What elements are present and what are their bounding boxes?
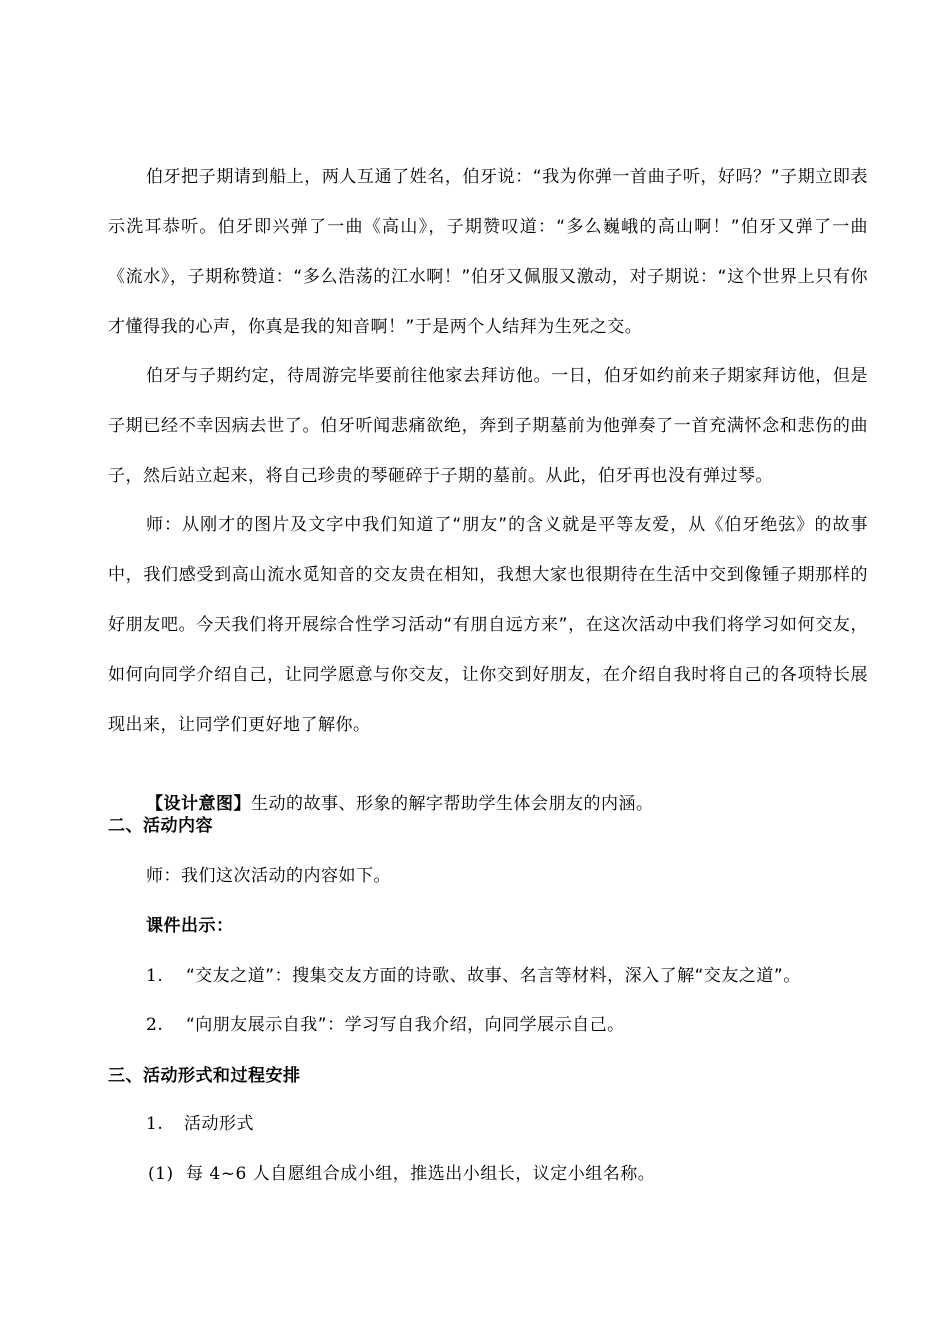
content-item-1 xyxy=(146,964,801,988)
item-text-start: 每 xyxy=(186,1164,210,1184)
content-item-text: “交友之道”：搜集交友方面的诗歌、故事、名言等材料，深入了解“交友之道”。 xyxy=(186,966,801,986)
courseware-label: 课件出示： xyxy=(146,916,234,936)
content-item-2 xyxy=(146,1013,625,1037)
item-number: (1) xyxy=(148,1164,174,1184)
section-two-heading: 二、活动内容 xyxy=(108,816,213,836)
content-item-number: 1. xyxy=(146,966,164,986)
content-item-number: 2. xyxy=(146,1015,164,1035)
item-text-end: 人自愿组合成小组，推选出小组长，议定小组名称。 xyxy=(246,1164,656,1184)
paragraph-story-ending: 伯牙与子期约定，待周游完毕要前往他家去拜访他。一日，伯牙如约前来子期家拜访他，但是子期已经不幸因病去世了。伯牙听闻悲痛欲绝，奔到子期墓前为他弹奏了一首充满怀念和悲伤的曲子，然后站立起来，将自己珍贵的琴砸碎于子期的墓前。从此，伯牙再也没有弹过琴。 xyxy=(108,366,868,486)
design-intent-line xyxy=(146,792,654,816)
activity-form-subheading xyxy=(146,1112,254,1136)
activity-form-item-1 xyxy=(148,1162,655,1186)
group-size-range: 4~6 xyxy=(209,1164,247,1184)
paragraph-teacher-intro: 师：从刚才的图片及文字中我们知道了“朋友”的含义就是平等友爱，从《伯牙绝弦》的故事中，我们感受到高山流水觅知音的交友贵在相知，我想大家也很期待在生活中交到像锺子期那样的好朋友吧。今天我们将开展综合性学习活动“有朋自远方来”，在这次活动中我们将学习如何交友，如何向同学介绍自己，让同学愿意与你交友，让你交到好朋友，在介绍自我时将自己的各项特长展现出来，让同学们更好地了解你。 xyxy=(108,515,868,735)
teacher-content-line: 师：我们这次活动的内容如下。 xyxy=(146,866,391,886)
subheading-number: 1. xyxy=(146,1114,164,1134)
section-three-heading: 三、活动形式和过程安排 xyxy=(108,1066,301,1086)
design-intent-text: 生动的故事、形象的解字帮助学生体会朋友的内涵。 xyxy=(251,794,654,814)
subheading-text: 活动形式 xyxy=(184,1114,254,1134)
design-intent-label: 【设计意图】 xyxy=(146,794,251,814)
paragraph-story-meeting: 伯牙把子期请到船上，两人互通了姓名，伯牙说：“我为你弹一首曲子听，好吗？”子期立即表示洗耳恭听。伯牙即兴弹了一曲《高山》，子期赞叹道：“多么巍峨的高山啊！”伯牙又弹了一曲《流水》，子期称赞道：“多么浩荡的江水啊！”伯牙又佩服又激动，对子期说：“这个世界上只有你才懂得我的心声，你真是我的知音啊！”于是两个人结拜为生死之交。 xyxy=(108,167,868,337)
content-item-text: “向朋友展示自我”：学习写自我介绍，向同学展示自己。 xyxy=(186,1015,625,1035)
